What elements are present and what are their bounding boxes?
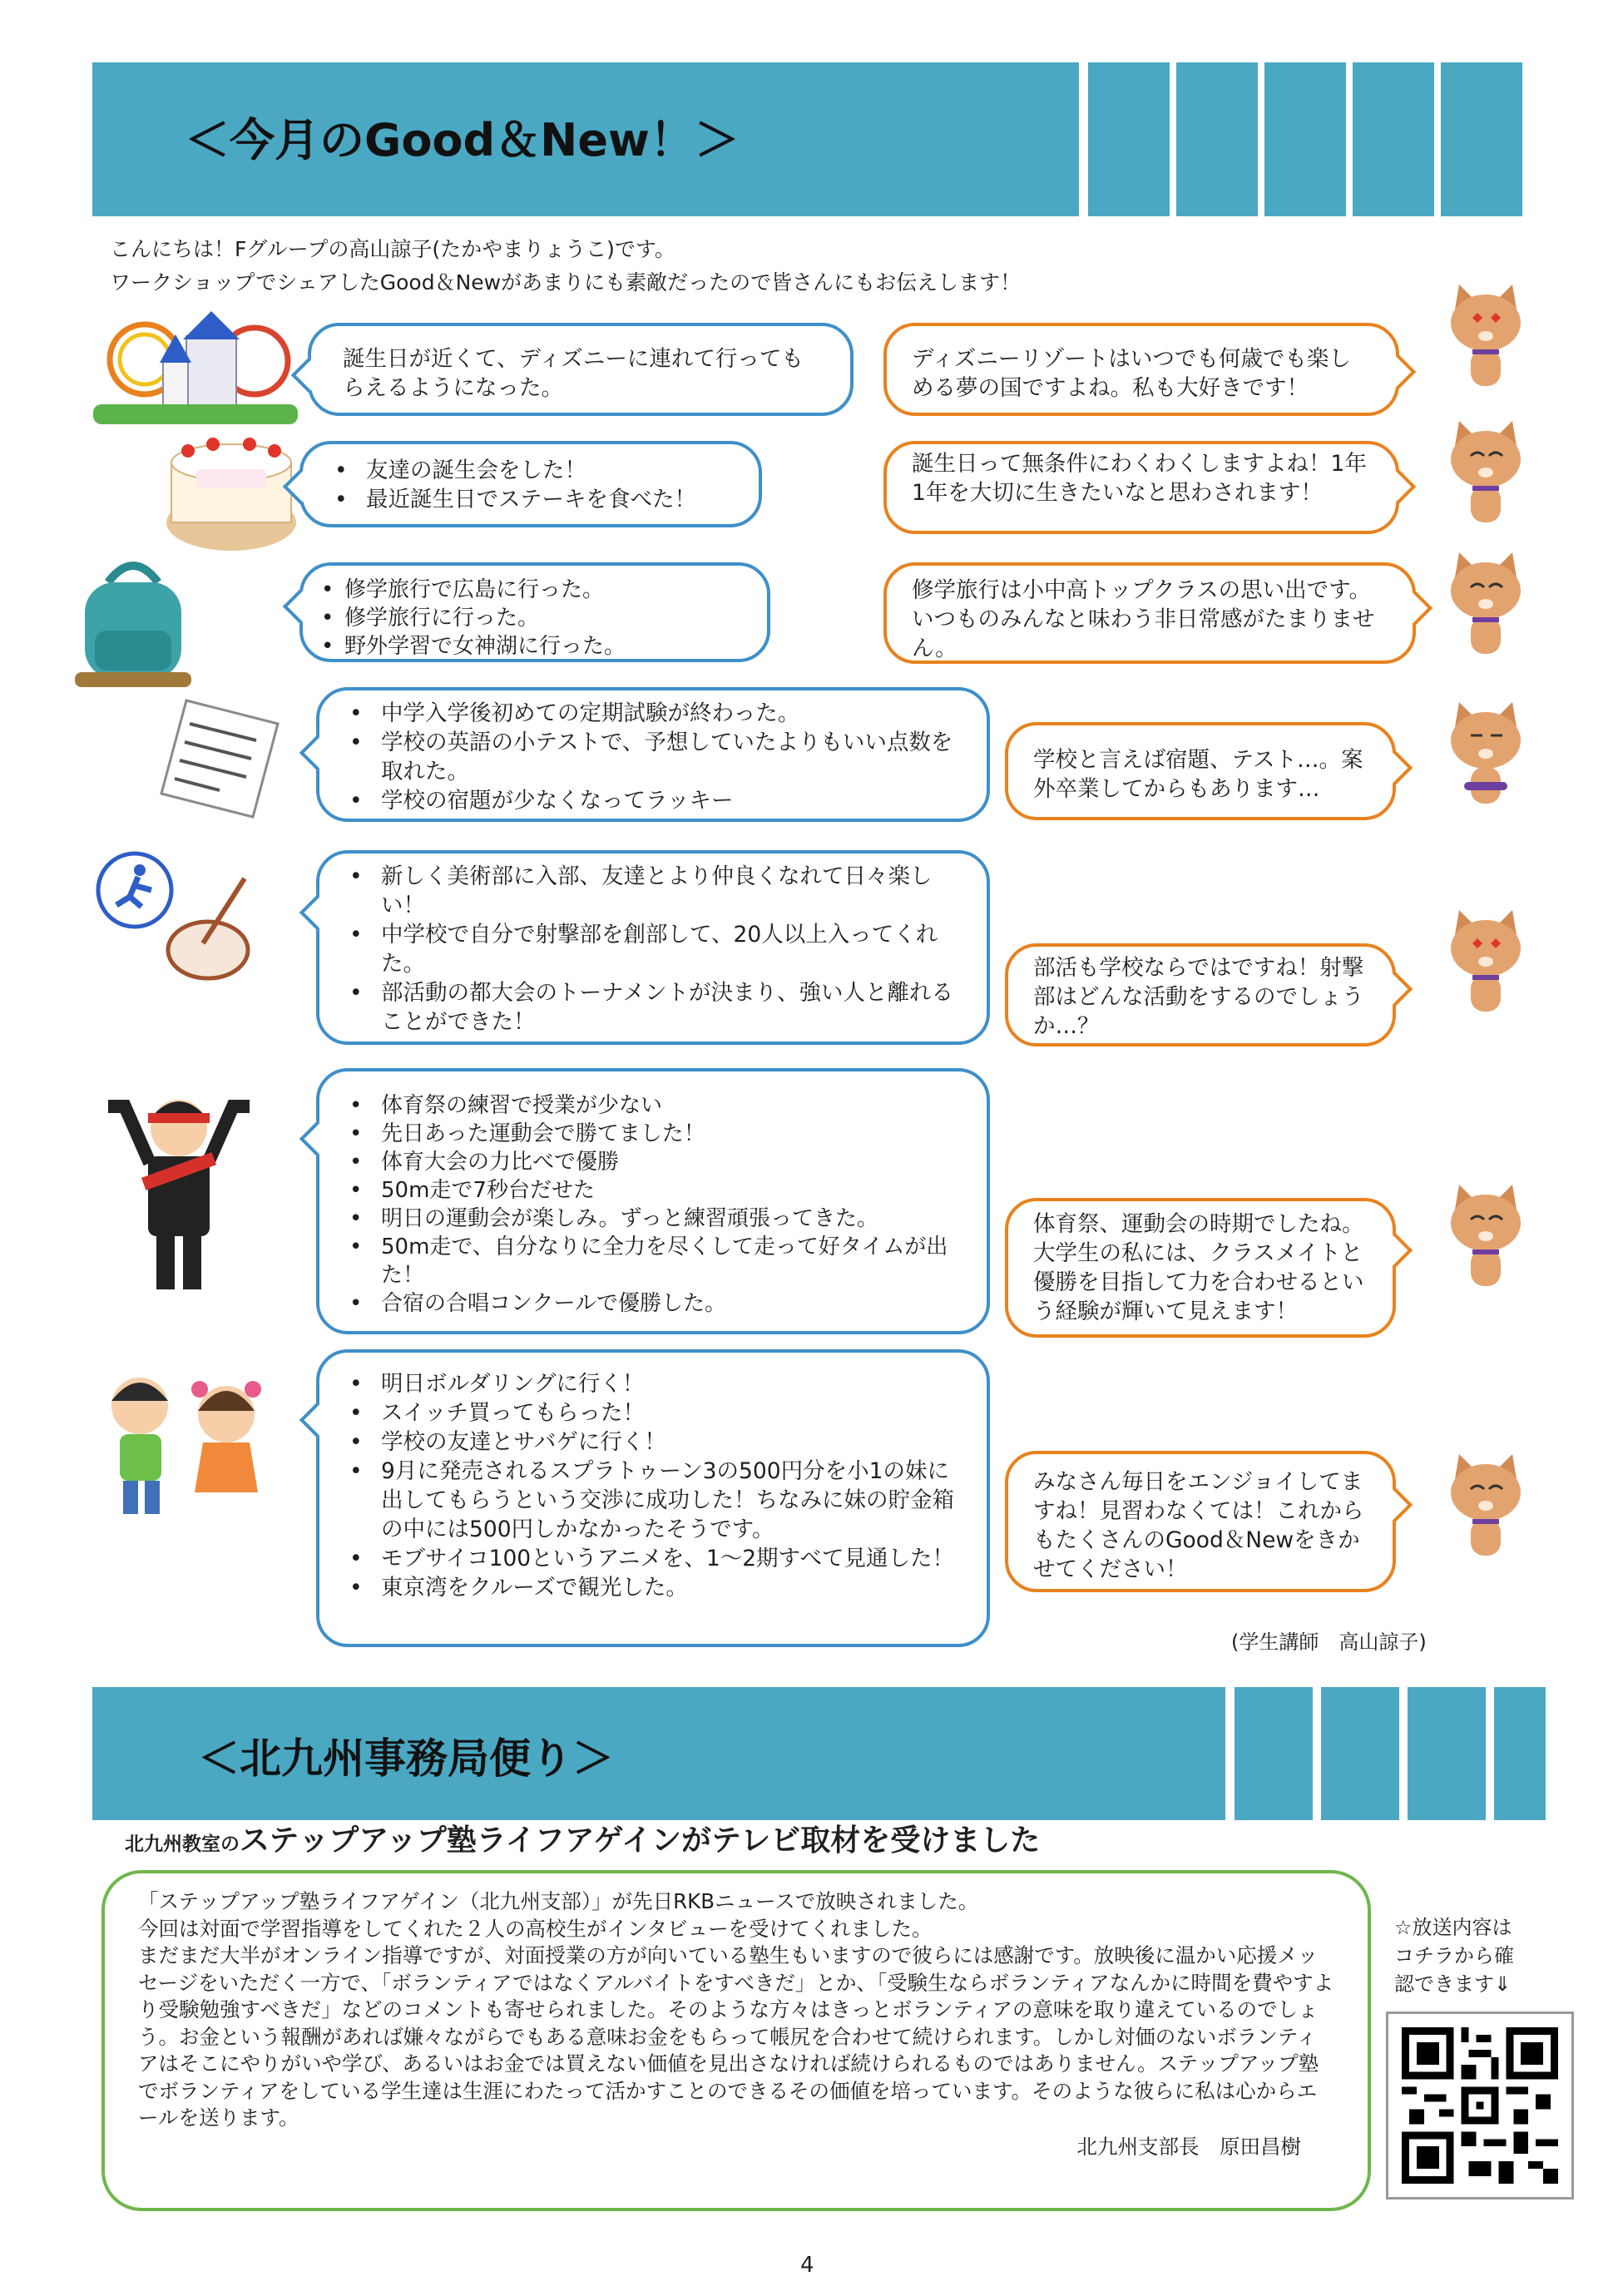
bubble-tail — [299, 1403, 334, 1437]
list-item: • 中学校で自分で射撃部を創部して、20人以上入ってくれた。 — [338, 920, 968, 978]
list-item: • 明日ボルダリングに行く！ — [338, 1369, 968, 1398]
list-item: • スイッチ買ってもらった！ — [338, 1398, 968, 1428]
cat-heart-eyes-icon — [1447, 907, 1524, 1013]
list-item: • 修学旅行で広島に行った。 — [321, 576, 749, 604]
banner-tile — [1353, 62, 1434, 216]
list-item: • 東京湾をクルーズで観光した。 — [338, 1573, 968, 1602]
reply-bubble — [883, 562, 1416, 664]
reply-bubble — [1005, 943, 1396, 1047]
article-headline — [125, 1817, 1040, 1859]
reply-text: みなさん毎日をエンジョイしてますね！見習わなくては！これからもたくさんのGood＆Newをきかせてください！ — [1033, 1469, 1364, 1582]
list-item: • 50m走で、自分なりに全力を尽くして走って好タイムが出た！ — [338, 1233, 968, 1289]
cat-thinking-icon — [1447, 699, 1524, 805]
good-new-bubble — [316, 850, 990, 1045]
qr-code-icon — [1402, 2027, 1558, 2184]
list-item: • 50m走で7秒台だせた — [338, 1176, 968, 1205]
bubble-tail — [1378, 972, 1413, 1007]
headline-prefix: 北九州教室の — [125, 1833, 240, 1855]
list-item: • 9月に発売されるスプラトゥーン3の500円分を小1の妹に出してもらうという交渉に成功した！ちなみに妹の貯金箱の中には500円しかなかったそうです。 — [338, 1457, 968, 1544]
bubble-tail — [1378, 1487, 1413, 1522]
banner-tile — [1264, 62, 1346, 216]
qr-caption: ☆放送内容はコチラから確認できます⇓ — [1394, 1916, 1514, 1996]
reply-text: 学校と言えば宿題、テスト…。案外卒業してからもあります… — [1033, 747, 1363, 802]
banner-tile — [1441, 62, 1522, 216]
bubble-tail — [299, 735, 334, 770]
reply-text: 部活も学校ならではですね！射撃部はどんな活動をするのでしょうか…？ — [1033, 955, 1364, 1039]
banner-tile — [1176, 62, 1258, 216]
banner-tile — [1494, 1687, 1546, 1820]
list-item: • 友達の誕生会をした！ — [323, 456, 739, 485]
club-activities-illustration — [93, 849, 260, 982]
bubble-tail — [1398, 591, 1432, 626]
qr-code[interactable] — [1386, 2011, 1574, 2200]
backpack-illustration — [67, 557, 200, 690]
list-item: • 明日の運動会が楽しみ。ずっと練習頑張ってきた。 — [338, 1205, 968, 1233]
birthday-cake-illustration — [163, 429, 299, 554]
article-paragraph: 今回は対面で学習指導をしてくれた２人の高校生がインタビューを受けてくれました。 — [138, 1916, 933, 1941]
list-item: • 野外学習で女神湖に行った。 — [321, 632, 749, 661]
reply-bubble — [1005, 722, 1396, 820]
article-signature: 北九州支部長 原田昌樹 — [1076, 2134, 1301, 2159]
reply-text: 体育祭、運動会の時期でしたね。大学生の私には、クラスメイトと優勝を目指して力を合わせるという経験が輝いて見えます！ — [1033, 1211, 1364, 1324]
banner-tile — [1235, 1687, 1313, 1820]
list-item: • 学校の友達とサバゲに行く！ — [338, 1428, 968, 1457]
page-number: 4 — [800, 2253, 814, 2278]
bullet-list — [338, 1091, 968, 1318]
good-new-bubble — [316, 1068, 990, 1334]
reply-text: 修学旅行は小中高トップクラスの思い出です。いつものみんなと味わう非日常感がたまりません。 — [912, 577, 1375, 661]
bubble-tail — [1378, 750, 1413, 785]
cheering-student-illustration — [92, 1073, 266, 1298]
list-item: • 学校の英語の小テストで、予想していたよりもいい点数を取れた。 — [338, 728, 968, 786]
list-item: • 新しく美術部に入部、友達とより仲良くなれて日々楽しい！ — [338, 862, 968, 920]
reply-text: 誕生日って無条件にわくわくしますよね！1年1年を大切に生きたいなと思わされます！ — [912, 451, 1367, 506]
cat-smiling-icon — [1447, 549, 1524, 656]
headline-main: ステップアップ塾ライフアゲインがテレビ取材を受けました — [240, 1823, 1041, 1858]
bubble-tail — [299, 895, 334, 930]
bullet-list — [338, 699, 968, 815]
banner-tile — [1088, 62, 1170, 216]
list-item: • 体育祭の練習で授業が少ない — [338, 1091, 968, 1120]
reply-bubble — [1005, 1451, 1396, 1592]
list-item: • 中学入学後初めての定期試験が終わった。 — [338, 699, 968, 728]
test-paper-illustration — [153, 695, 286, 819]
bubble-tail — [299, 1121, 334, 1156]
cat-happy-icon — [1447, 1451, 1524, 1557]
intro-line: ワークショップでシェアしたGood＆Newがあまりにも素敵だったので皆さんにもお伝えします！ — [110, 270, 1022, 294]
list-item: • 先日あった運動会で勝てました！ — [338, 1120, 968, 1148]
bubble-tail — [1381, 354, 1416, 389]
section1-title: ＜今月のGood＆New！＞ — [185, 114, 740, 166]
intro-line: こんにちは！Fグループの高山諒子(たかやまりょうこ)です。 — [110, 237, 675, 261]
cat-heart-eyes-icon — [1447, 281, 1524, 388]
reply-text: ディズニーリゾートはいつでも何歳でも楽しめる夢の国ですよね。私も大好きです！ — [912, 346, 1351, 401]
good-new-bubble — [299, 441, 762, 527]
bubble-tail — [1378, 1233, 1413, 1268]
reply-bubble — [1005, 1198, 1396, 1338]
good-new-bubble — [299, 562, 770, 662]
author-credit: (学生講師 高山諒子) — [1231, 1630, 1427, 1654]
list-item: • 最近誕生日でステーキを食べた！ — [323, 485, 739, 514]
list-item: • 体育大会の力比べで優勝 — [338, 1148, 968, 1176]
jumping-kids-illustration — [87, 1364, 283, 1522]
list-item: • 部活動の都大会のトーナメントが決まり、強い人と離れることができた！ — [338, 978, 968, 1037]
good-new-bubble — [316, 1349, 990, 1647]
bullet-list — [338, 1369, 968, 1602]
good-new-bubble — [308, 323, 854, 416]
reply-bubble — [883, 441, 1399, 534]
article-paragraph: まだまだ大半がオンライン指導ですが、対面授業の方が向いている塾生もいますので彼らには感謝です。放映後に温かい応援メッセージをいただく一方で、「ボランティアではなくアルバイトをすべきだ」とか、「受験生ならボランティアなんかに時間を費やすより受験勉強すべきだ」などのコメントも寄せられました。そのような方々はきっとボランティアの意味を取り違えているのでしょう。お金という報酬があれば嫌々ながらでもある意味お金をもらって帳尻を合わせて続けられます。しかし対価のないボランティアはそこにやりがいや学び、あるいはお金では買えない価値を見出さなければ続けられるものではありません。ステップアップ塾でボランティアをしている学生達は生涯にわたって活かすことのできるその価値を培っています。そのような彼らに私は心からエールを送ります。 — [138, 1943, 1334, 2130]
theme-park-illustration — [93, 311, 298, 424]
section2-title: ＜北九州事務局便り＞ — [198, 1734, 614, 1783]
article-paragraph: 「ステップアップ塾ライフアゲイン（北九州支部）」が先日RKBニュースで放映されました。 — [138, 1889, 979, 1913]
article-box — [101, 1870, 1371, 2211]
list-item: • 学校の宿題が少なくなってラッキー — [338, 786, 968, 815]
bullet-list — [338, 862, 968, 1037]
bubble-text: 誕生日が近くて、ディズニーに連れて行ってもらえるようになった。 — [343, 346, 804, 401]
good-new-bubble — [316, 687, 990, 822]
bullet-list — [323, 456, 739, 514]
list-item: • 修学旅行に行った。 — [321, 604, 749, 632]
bubble-tail — [283, 589, 318, 624]
cat-happy-icon — [1447, 1181, 1524, 1288]
cat-smiling-icon — [1447, 418, 1524, 524]
list-item: • 合宿の合唱コンクールで優勝した。 — [338, 1289, 968, 1318]
reply-bubble — [883, 323, 1399, 416]
banner-tile — [1408, 1687, 1486, 1820]
intro-text — [110, 233, 1021, 299]
bubble-tail — [1381, 469, 1416, 504]
bullet-list — [321, 576, 749, 661]
list-item: • モブサイコ100というアニメを、1～2期すべて見通した！ — [338, 1544, 968, 1573]
banner-tile — [1321, 1687, 1399, 1820]
